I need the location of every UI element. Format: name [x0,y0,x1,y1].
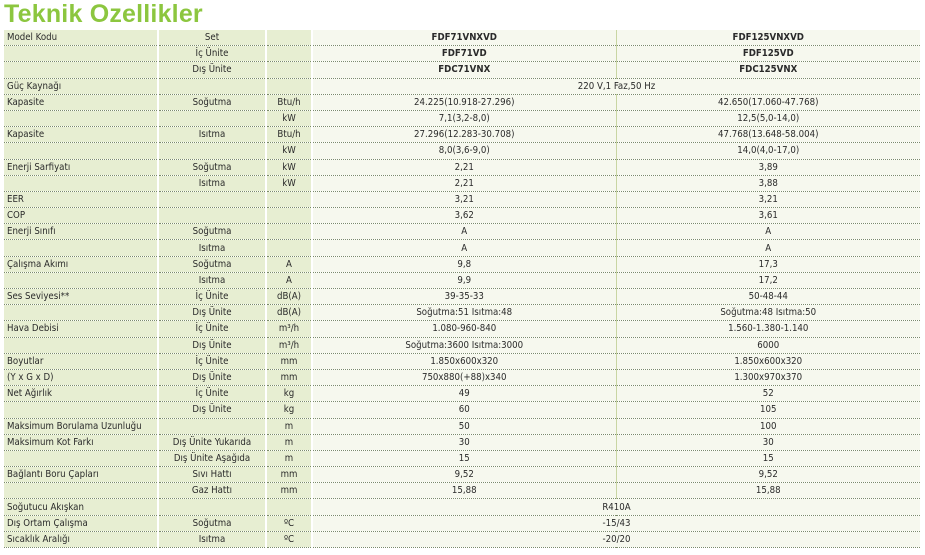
row-sublabel: Isıtma [158,531,266,547]
row-value-fdf71: 24.225(10.918-27.296) [312,94,616,110]
row-unit [266,46,312,62]
row-sublabel: İç Ünite [158,289,266,305]
row-label [4,46,158,62]
row-label: Hava Debisi [4,321,158,337]
row-value-fdf125: 15 [616,450,920,466]
row-value-fdf71: Soğutma:51 Isıtma:48 [312,305,616,321]
row-sublabel: Soğutma [158,515,266,531]
row-value-fdf71: 3,62 [312,208,616,224]
row-sublabel: Soğutma [158,224,266,240]
table-row [4,369,920,385]
row-sublabel: Soğutma [158,159,266,175]
row-sublabel: Isıtma [158,175,266,191]
row-value-fdf71: 3,21 [312,191,616,207]
row-unit: mm [266,353,312,369]
row-value-fdf125: 30 [616,434,920,450]
row-unit: m [266,418,312,434]
row-label: Soğutucu Akışkan [4,499,158,515]
row-label: EER [4,191,158,207]
row-unit: A [266,256,312,272]
row-value-fdf125: 17,3 [616,256,920,272]
row-value-fdf71: 50 [312,418,616,434]
row-unit: dB(A) [266,305,312,321]
row-sublabel: Dış Ünite [158,62,266,78]
row-value-fdf125: 52 [616,386,920,402]
table-row [4,272,920,288]
row-value-fdf125: 3,89 [616,159,920,175]
row-value-fdf125: 14,0(4,0-17,0) [616,143,920,159]
table-row [4,289,920,305]
table-row [4,467,920,483]
row-unit: m [266,434,312,450]
row-label [4,450,158,466]
row-label: Maksimum Borulama Uzunluğu [4,418,158,434]
row-value-fdf71: FDF71VNXVD [312,30,616,46]
row-sublabel: Soğutma [158,256,266,272]
row-sublabel [158,191,266,207]
row-sublabel: Dış Ünite Yukarıda [158,434,266,450]
row-label: Bağlantı Boru Çapları [4,467,158,483]
row-value-fdf71: A [312,224,616,240]
row-label [4,110,158,126]
row-label: Model Kodu [4,30,158,46]
row-sublabel: Isıtma [158,272,266,288]
table-row [4,94,920,110]
table-row [4,110,920,126]
row-unit: ºC [266,531,312,547]
row-label: COP [4,208,158,224]
row-label [4,272,158,288]
row-unit [266,191,312,207]
table-row [4,353,920,369]
row-value-fdf125: 9,52 [616,467,920,483]
row-value-fdf125: 3,21 [616,191,920,207]
row-unit [266,240,312,256]
row-unit: kW [266,110,312,126]
row-sublabel [158,110,266,126]
row-unit [266,208,312,224]
row-value-fdf71: 60 [312,402,616,418]
row-sublabel: Sıvı Hattı [158,467,266,483]
row-value-fdf71: 9,9 [312,272,616,288]
row-label [4,483,158,499]
row-value-fdf71: 2,21 [312,159,616,175]
row-unit: Btu/h [266,127,312,143]
row-label [4,402,158,418]
row-unit: m³/h [266,321,312,337]
row-label [4,143,158,159]
row-sublabel: İç Ünite [158,321,266,337]
row-label: Dış Ortam Çalışma [4,515,158,531]
table-row [4,30,920,46]
row-label: (Y x G x D) [4,369,158,385]
row-sublabel [158,418,266,434]
row-value-fdf71: FDF71VD [312,46,616,62]
row-value-fdf71: 2,21 [312,175,616,191]
row-value-fdf71: 9,52 [312,467,616,483]
table-row [4,321,920,337]
row-value-fdf125: FDC125VNX [616,62,920,78]
table-row [4,143,920,159]
row-sublabel: Dış Ünite [158,402,266,418]
table-row [4,224,920,240]
row-sublabel: Dış Ünite [158,337,266,353]
row-label: Çalışma Akımı [4,256,158,272]
page-title: Teknik Ozellikler [4,0,203,28]
table-row [4,450,920,466]
row-value-fdf71: 8,0(3,6-9,0) [312,143,616,159]
table-row [4,240,920,256]
row-sublabel [158,499,266,515]
table-row [4,191,920,207]
row-value-fdf125: 12,5(5,0-14,0) [616,110,920,126]
row-label: Enerji Sarfiyatı [4,159,158,175]
row-sublabel: İç Ünite [158,386,266,402]
row-value-fdf125: 17,2 [616,272,920,288]
row-value-fdf71: A [312,240,616,256]
row-value-fdf71: FDC71VNX [312,62,616,78]
row-label: Net Ağırlık [4,386,158,402]
row-label [4,305,158,321]
table-row [4,208,920,224]
row-unit: mm [266,467,312,483]
row-label: Ses Seviyesi** [4,289,158,305]
row-value-fdf71: 15,88 [312,483,616,499]
row-label: Maksimum Kot Farkı [4,434,158,450]
row-sublabel: Dış Ünite [158,369,266,385]
row-value-fdf125: A [616,224,920,240]
row-label: Sıcaklık Aralığı [4,531,158,547]
table-row [4,418,920,434]
row-label [4,175,158,191]
table-row [4,515,920,531]
table-row [4,337,920,353]
row-unit: m [266,450,312,466]
row-value-fdf71: 39-35-33 [312,289,616,305]
row-value-fdf125: 1.560-1.380-1.140 [616,321,920,337]
table-row [4,386,920,402]
row-value-shared: 220 V,1 Faz,50 Hz [312,78,920,94]
row-value-fdf125: 3,88 [616,175,920,191]
row-sublabel: Dış Ünite Aşağıda [158,450,266,466]
row-value-fdf125: 1.300x970x370 [616,369,920,385]
row-sublabel [158,208,266,224]
row-value-fdf125: Soğutma:48 Isıtma:50 [616,305,920,321]
row-value-fdf125: 3,61 [616,208,920,224]
row-value-fdf71: 750x880(+88)x340 [312,369,616,385]
row-value-fdf125: 15,88 [616,483,920,499]
table-row [4,499,920,515]
row-label [4,62,158,78]
row-value-fdf71: 49 [312,386,616,402]
row-unit [266,62,312,78]
row-unit: dB(A) [266,289,312,305]
row-value-fdf125: 50-48-44 [616,289,920,305]
table-row [4,305,920,321]
table-row [4,159,920,175]
row-unit: kg [266,386,312,402]
row-unit: kW [266,175,312,191]
row-label [4,337,158,353]
table-row [4,434,920,450]
row-value-fdf71: 1.080-960-840 [312,321,616,337]
row-value-fdf71: 1.850x600x320 [312,353,616,369]
row-unit: A [266,272,312,288]
table-row [4,175,920,191]
row-value-shared: -15/43 [312,515,920,531]
row-value-fdf125: 6000 [616,337,920,353]
row-unit: kW [266,143,312,159]
row-unit: mm [266,369,312,385]
row-sublabel: İç Ünite [158,46,266,62]
row-value-fdf125: FDF125VD [616,46,920,62]
row-value-shared: R410A [312,499,920,515]
row-unit [266,224,312,240]
table-row [4,78,920,94]
row-sublabel: Set [158,30,266,46]
row-sublabel: İç Ünite [158,353,266,369]
row-unit: Btu/h [266,94,312,110]
table-row [4,483,920,499]
row-unit: ºC [266,515,312,531]
table-row [4,127,920,143]
table-row [4,46,920,62]
row-unit: mm [266,483,312,499]
row-value-fdf125: 47.768(13.648-58.004) [616,127,920,143]
row-sublabel [158,143,266,159]
row-label [4,240,158,256]
row-value-fdf125: 100 [616,418,920,434]
row-unit: kg [266,402,312,418]
row-label: Boyutlar [4,353,158,369]
row-unit [266,499,312,515]
row-value-fdf71: Soğutma:3600 Isıtma:3000 [312,337,616,353]
row-value-fdf125: 42.650(17.060-47.768) [616,94,920,110]
row-value-fdf71: 7,1(3,2-8,0) [312,110,616,126]
table-row [4,256,920,272]
row-sublabel: Isıtma [158,127,266,143]
row-sublabel: Soğutma [158,94,266,110]
spec-table [4,30,920,548]
row-value-fdf71: 30 [312,434,616,450]
row-value-fdf71: 9,8 [312,256,616,272]
row-label: Güç Kaynağı [4,78,158,94]
row-label: Kapasite [4,127,158,143]
row-value-fdf125: A [616,240,920,256]
row-sublabel [158,78,266,94]
row-value-fdf71: 15 [312,450,616,466]
row-label: Enerji Sınıfı [4,224,158,240]
row-unit [266,30,312,46]
row-value-fdf125: 105 [616,402,920,418]
row-sublabel: Gaz Hattı [158,483,266,499]
row-unit: kW [266,159,312,175]
table-row [4,62,920,78]
row-value-fdf71: 27.296(12.283-30.708) [312,127,616,143]
row-unit [266,78,312,94]
table-row [4,531,920,547]
row-value-fdf125: 1.850x600x320 [616,353,920,369]
row-value-shared: -20/20 [312,531,920,547]
row-sublabel: Isıtma [158,240,266,256]
row-unit: m³/h [266,337,312,353]
row-value-fdf125: FDF125VNXVD [616,30,920,46]
row-label: Kapasite [4,94,158,110]
table-row [4,402,920,418]
row-sublabel: Dış Ünite [158,305,266,321]
